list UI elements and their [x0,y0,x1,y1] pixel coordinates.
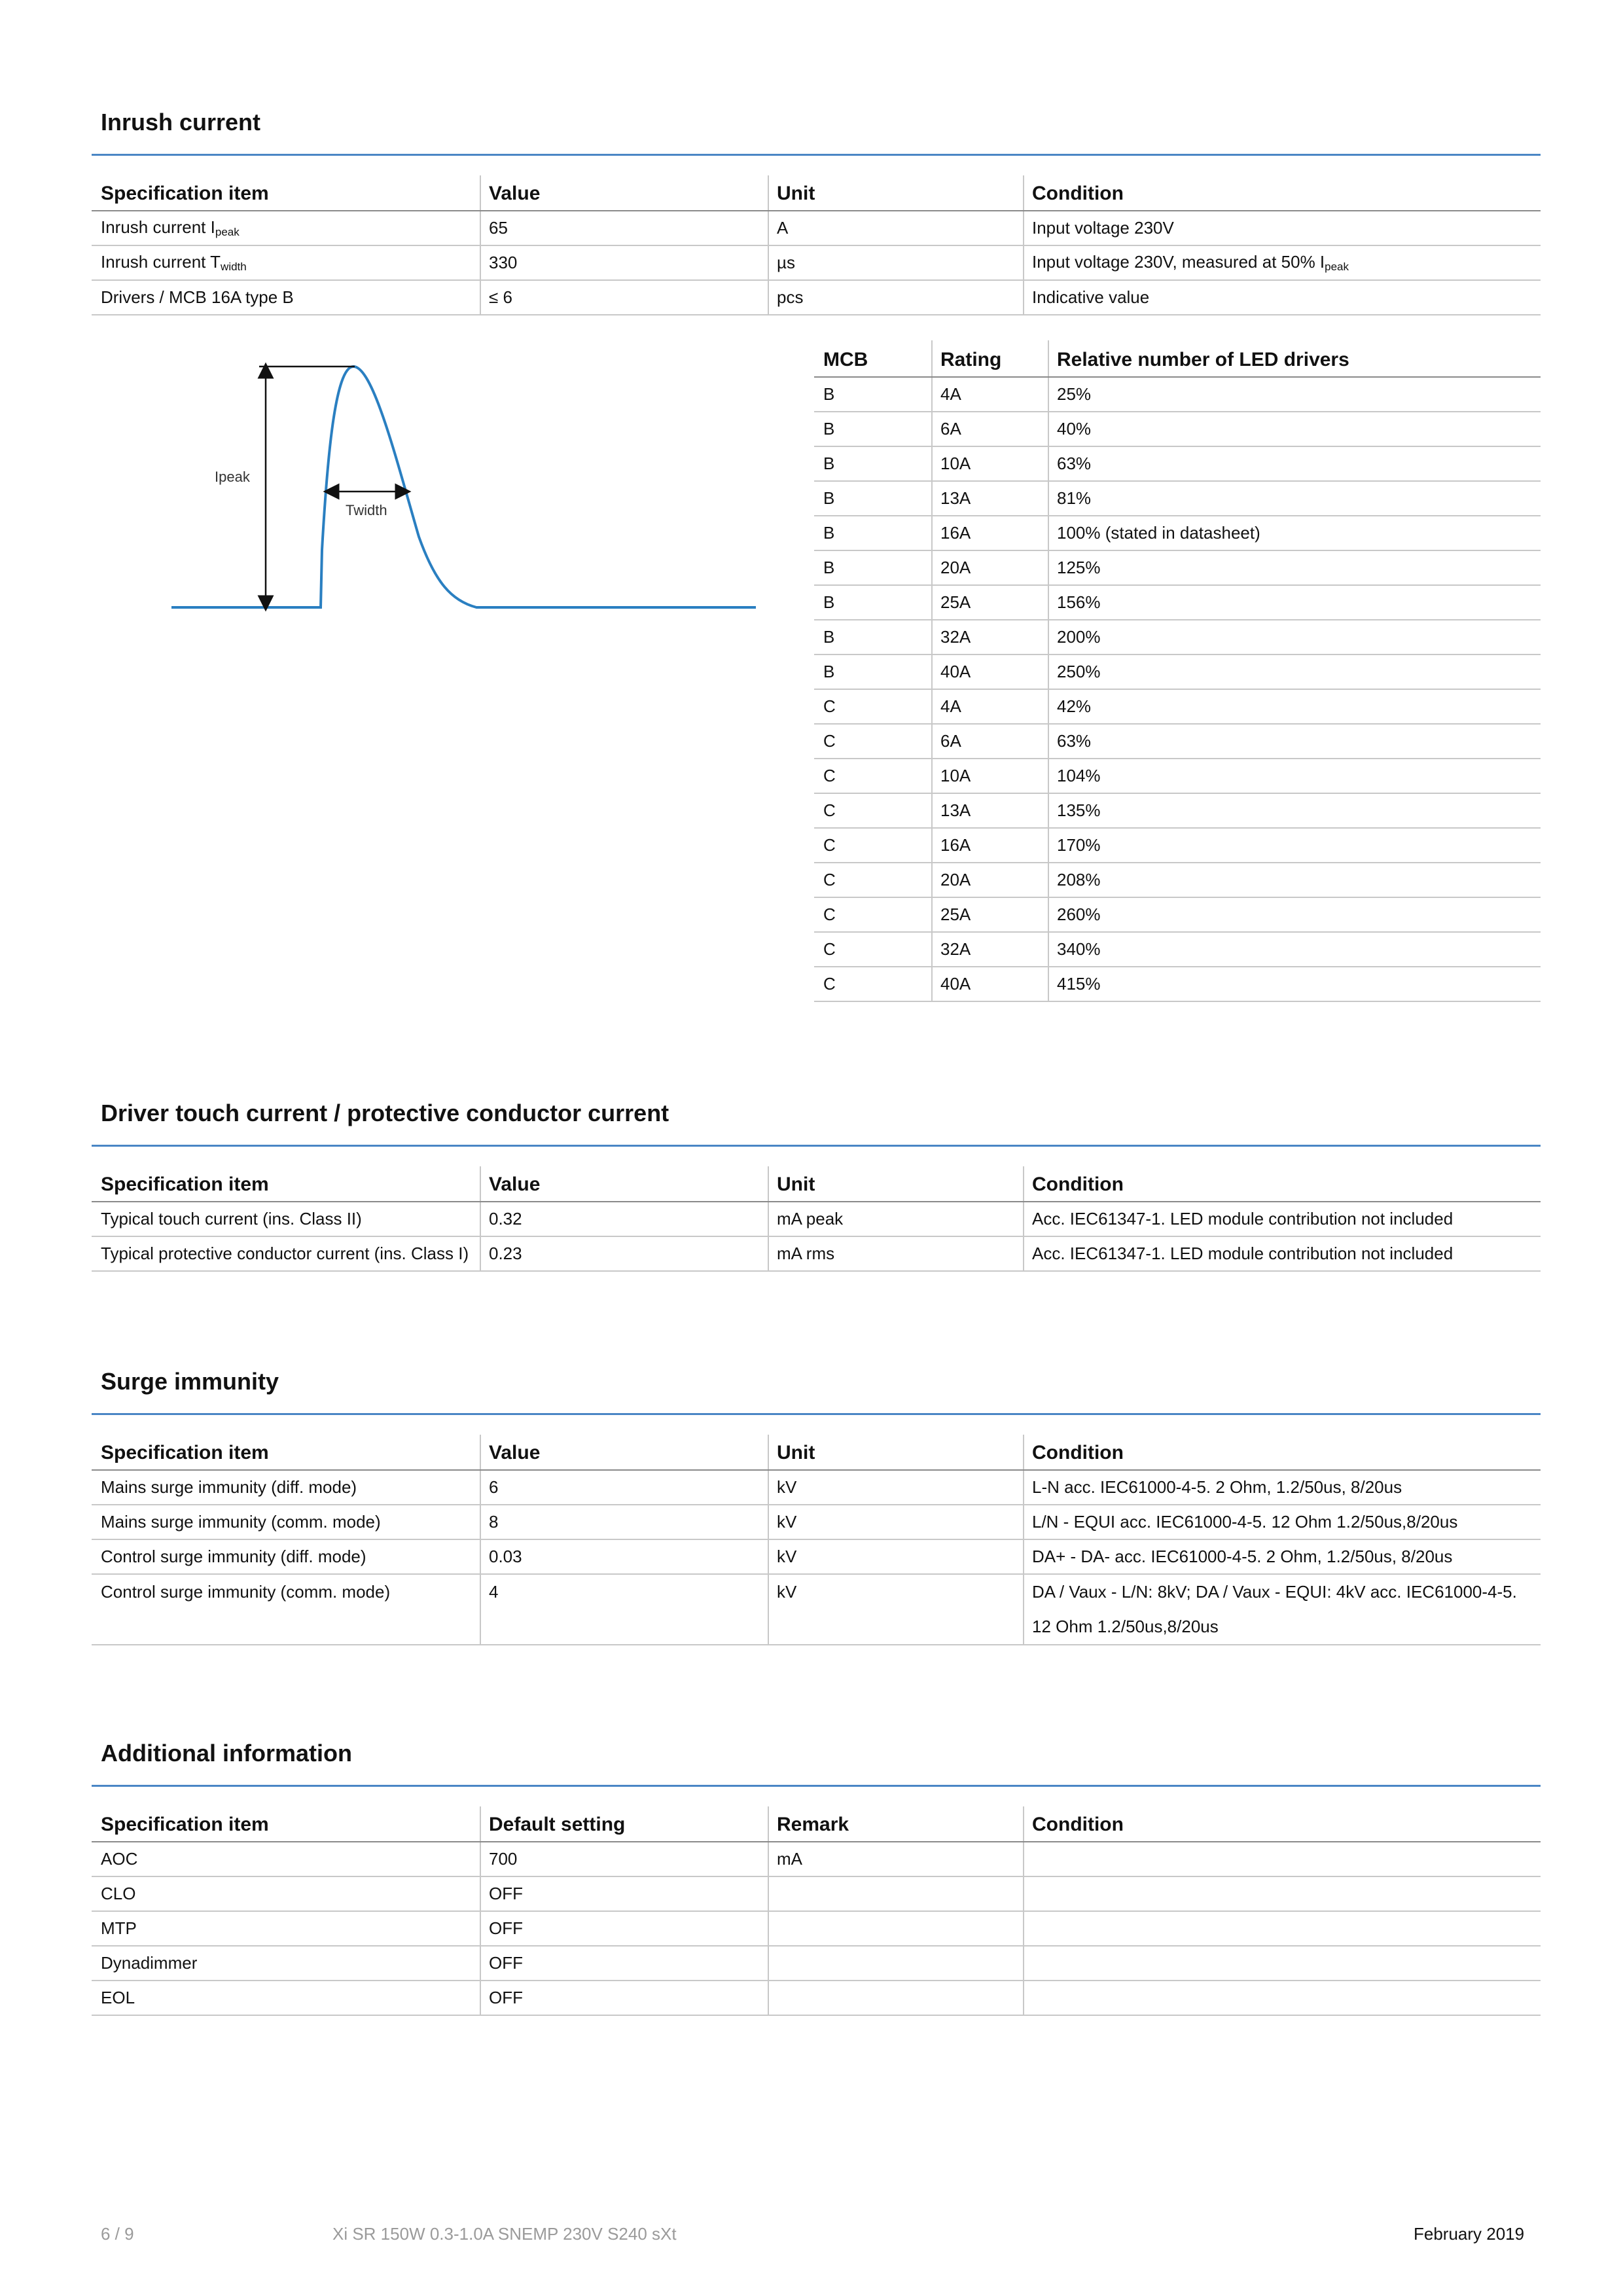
surge-condition-cell: L-N acc. IEC61000-4-5. 2 Ohm, 1.2/50us, 8/20us [1024,1470,1541,1505]
surge-condition-cell: DA+ - DA- acc. IEC61000-4-5. 2 Ohm, 1.2/50us, 8/20us [1024,1539,1541,1574]
mcb-type-cell: B [814,481,932,516]
surge-unit-cell: kV [768,1505,1024,1539]
inrush-unit-cell: pcs [768,280,1024,315]
table-row [92,1876,1541,1911]
inrush-section-title: Inrush current [101,109,261,135]
mcb-type-cell: B [814,550,932,585]
touch-header-item: Specification item [92,1166,480,1202]
additional-header-condition: Condition [1024,1806,1541,1842]
mcb-rating-cell: 16A [932,516,1048,550]
table-row [814,620,1541,655]
mcb-relative-cell: 63% [1048,724,1541,759]
twidth-label: Twidth [346,502,387,518]
inrush-header-value: Value [480,175,768,211]
surge-header-item: Specification item [92,1435,480,1470]
table-row [814,446,1541,481]
mcb-relative-cell: 25% [1048,377,1541,412]
inrush-header-item: Specification item [92,175,480,211]
mcb-rating-cell: 10A [932,446,1048,481]
mcb-rating-cell: 10A [932,759,1048,793]
mcb-relative-cell: 125% [1048,550,1541,585]
table-row [814,863,1541,897]
surge-header-unit: Unit [768,1435,1024,1470]
inrush-condition-cell: Indicative value [1024,280,1541,315]
surge-section-title: Surge immunity [101,1368,279,1395]
inrush-item-cell: Inrush current $I_{peak}$ [92,211,480,245]
surge-item-cell: Mains surge immunity (comm. mode) [92,1505,480,1539]
surge-unit-cell: kV [768,1574,1024,1645]
additional-remark-cell [768,1981,1024,2015]
touch-unit-cell: mA peak [768,1202,1024,1236]
surge-unit-cell: kV [768,1470,1024,1505]
surge-item-cell: Control surge immunity (diff. mode) [92,1539,480,1574]
additional-default-cell: OFF [480,1876,768,1911]
table-row [814,897,1541,932]
inrush-header-condition: Condition [1024,175,1541,211]
surge-table [92,1435,1541,1645]
additional-default-cell: 700 [480,1842,768,1876]
table-row [92,1202,1541,1236]
table-row [92,280,1541,315]
table-row [92,1842,1541,1876]
mcb-relative-cell: 81% [1048,481,1541,516]
additional-condition-cell [1024,1981,1541,2015]
additional-section-rule [92,1785,1541,1787]
mcb-relative-cell: 104% [1048,759,1541,793]
touch-header-unit: Unit [768,1166,1024,1202]
mcb-relative-cell: 250% [1048,655,1541,689]
additional-section-title: Additional information [101,1740,352,1767]
mcb-type-cell: C [814,759,932,793]
surge-condition-cell: L/N - EQUI acc. IEC61000-4-5. 12 Ohm 1.2/50us,8/20us [1024,1505,1541,1539]
mcb-rating-cell: 20A [932,863,1048,897]
touch-item-cell: Typical protective conductor current (ins. Class I) [92,1236,480,1271]
touch-header-value: Value [480,1166,768,1202]
surge-unit-cell: kV [768,1539,1024,1574]
table-row [92,1505,1541,1539]
mcb-relative-cell: 42% [1048,689,1541,724]
mcb-rating-cell: 4A [932,689,1048,724]
mcb-rating-cell: 32A [932,620,1048,655]
additional-table [92,1806,1541,2016]
touch-section-title: Driver touch current / protective conductor current [101,1100,669,1126]
surge-value-cell: 4 [480,1574,768,1645]
mcb-relative-cell: 40% [1048,412,1541,446]
mcb-relative-cell: 415% [1048,967,1541,1001]
mcb-header-rating: Rating [932,340,1048,377]
inrush-table [92,175,1541,315]
mcb-type-cell: C [814,724,932,759]
table-row [814,412,1541,446]
additional-header-default: Default setting [480,1806,768,1842]
additional-item-cell: CLO [92,1876,480,1911]
surge-item-cell: Control surge immunity (comm. mode) [92,1574,480,1645]
additional-header-remark: Remark [768,1806,1024,1842]
table-row [814,932,1541,967]
additional-item-cell: MTP [92,1911,480,1946]
table-row [92,1981,1541,2015]
additional-condition-cell [1024,1911,1541,1946]
mcb-rating-cell: 13A [932,481,1048,516]
surge-header-condition: Condition [1024,1435,1541,1470]
additional-remark-cell [768,1946,1024,1981]
mcb-rating-cell: 16A [932,828,1048,863]
inrush-section-rule [92,154,1541,156]
inrush-unit-cell: µs [768,245,1024,280]
mcb-rating-cell: 40A [932,655,1048,689]
touch-value-cell: 0.32 [480,1202,768,1236]
table-row [814,516,1541,550]
touch-header-condition: Condition [1024,1166,1541,1202]
mcb-relative-cell: 135% [1048,793,1541,828]
table-row [92,1236,1541,1271]
inrush-waveform-diagram [164,353,766,628]
table-row [814,967,1541,1001]
touch-condition-cell: Acc. IEC61347-1. LED module contribution not included [1024,1236,1541,1271]
additional-remark-cell: mA [768,1842,1024,1876]
table-row [814,724,1541,759]
additional-condition-cell [1024,1842,1541,1876]
mcb-relative-cell: 208% [1048,863,1541,897]
inrush-value-cell: 330 [480,245,768,280]
page-number: 6 / 9 [101,2224,134,2244]
table-row [92,245,1541,280]
touch-item-cell: Typical touch current (ins. Class II) [92,1202,480,1236]
mcb-rating-cell: 4A [932,377,1048,412]
mcb-rating-cell: 6A [932,412,1048,446]
mcb-type-cell: C [814,897,932,932]
ipeak-label: Ipeak [215,469,250,485]
mcb-relative-cell: 170% [1048,828,1541,863]
touch-unit-cell: mA rms [768,1236,1024,1271]
mcb-rating-cell: 32A [932,932,1048,967]
table-row [814,377,1541,412]
footer-date: February 2019 [1414,2224,1525,2244]
table-row [92,1574,1541,1645]
inrush-item-cell: Drivers / MCB 16A type B [92,280,480,315]
mcb-rating-cell: 25A [932,585,1048,620]
mcb-type-cell: B [814,446,932,481]
mcb-rating-cell: 20A [932,550,1048,585]
mcb-type-cell: C [814,863,932,897]
mcb-header-type: MCB [814,340,932,377]
surge-value-cell: 8 [480,1505,768,1539]
additional-remark-cell [768,1911,1024,1946]
inrush-item-cell: Inrush current $T_{width}$ [92,245,480,280]
inrush-value-cell: 65 [480,211,768,245]
mcb-rating-cell: 40A [932,967,1048,1001]
inrush-value-cell: ≤ 6 [480,280,768,315]
table-row [92,1470,1541,1505]
touch-table [92,1166,1541,1272]
additional-item-cell: EOL [92,1981,480,2015]
additional-remark-cell [768,1876,1024,1911]
mcb-relative-cell: 200% [1048,620,1541,655]
additional-condition-cell [1024,1946,1541,1981]
table-row [814,793,1541,828]
inrush-unit-cell: A [768,211,1024,245]
mcb-type-cell: B [814,412,932,446]
mcb-header-relative: Relative number of LED drivers [1048,340,1541,377]
surge-item-cell: Mains surge immunity (diff. mode) [92,1470,480,1505]
mcb-type-cell: B [814,655,932,689]
mcb-type-cell: B [814,620,932,655]
additional-header-item: Specification item [92,1806,480,1842]
table-row [814,550,1541,585]
surge-value-cell: 0.03 [480,1539,768,1574]
inrush-condition-cell: Input voltage 230V, measured at 50% $I_{peak}$ [1024,245,1541,280]
mcb-rating-cell: 13A [932,793,1048,828]
mcb-type-cell: C [814,828,932,863]
touch-condition-cell: Acc. IEC61347-1. LED module contribution not included [1024,1202,1541,1236]
mcb-type-cell: B [814,585,932,620]
table-row [92,1946,1541,1981]
table-row [814,828,1541,863]
touch-section-rule [92,1145,1541,1147]
mcb-rating-cell: 25A [932,897,1048,932]
mcb-type-cell: C [814,689,932,724]
additional-item-cell: AOC [92,1842,480,1876]
table-row [814,655,1541,689]
mcb-type-cell: C [814,793,932,828]
inrush-condition-cell: Input voltage 230V [1024,211,1541,245]
inrush-header-unit: Unit [768,175,1024,211]
mcb-type-cell: B [814,516,932,550]
product-name: Xi SR 150W 0.3-1.0A SNEMP 230V S240 sXt [332,2224,677,2244]
surge-section-rule [92,1413,1541,1415]
mcb-relative-cell: 156% [1048,585,1541,620]
additional-item-cell: Dynadimmer [92,1946,480,1981]
additional-default-cell: OFF [480,1911,768,1946]
mcb-relative-cell: 100% (stated in datasheet) [1048,516,1541,550]
mcb-rating-cell: 6A [932,724,1048,759]
table-row [814,689,1541,724]
surge-value-cell: 6 [480,1470,768,1505]
mcb-type-cell: C [814,932,932,967]
mcb-table [814,340,1541,1002]
additional-default-cell: OFF [480,1981,768,2015]
table-row [814,481,1541,516]
mcb-relative-cell: 340% [1048,932,1541,967]
mcb-type-cell: C [814,967,932,1001]
inrush-pulse-curve [171,367,756,607]
surge-condition-cell: DA / Vaux - L/N: 8kV; DA / Vaux - EQUI: 4kV acc. IEC61000-4-5. 12 Ohm 1.2/50us,8/20us [1024,1574,1541,1645]
additional-default-cell: OFF [480,1946,768,1981]
table-row [814,585,1541,620]
table-row [92,1539,1541,1574]
table-row [92,211,1541,245]
table-row [92,1911,1541,1946]
table-row [814,759,1541,793]
mcb-relative-cell: 260% [1048,897,1541,932]
mcb-relative-cell: 63% [1048,446,1541,481]
surge-header-value: Value [480,1435,768,1470]
mcb-type-cell: B [814,377,932,412]
additional-condition-cell [1024,1876,1541,1911]
touch-value-cell: 0.23 [480,1236,768,1271]
